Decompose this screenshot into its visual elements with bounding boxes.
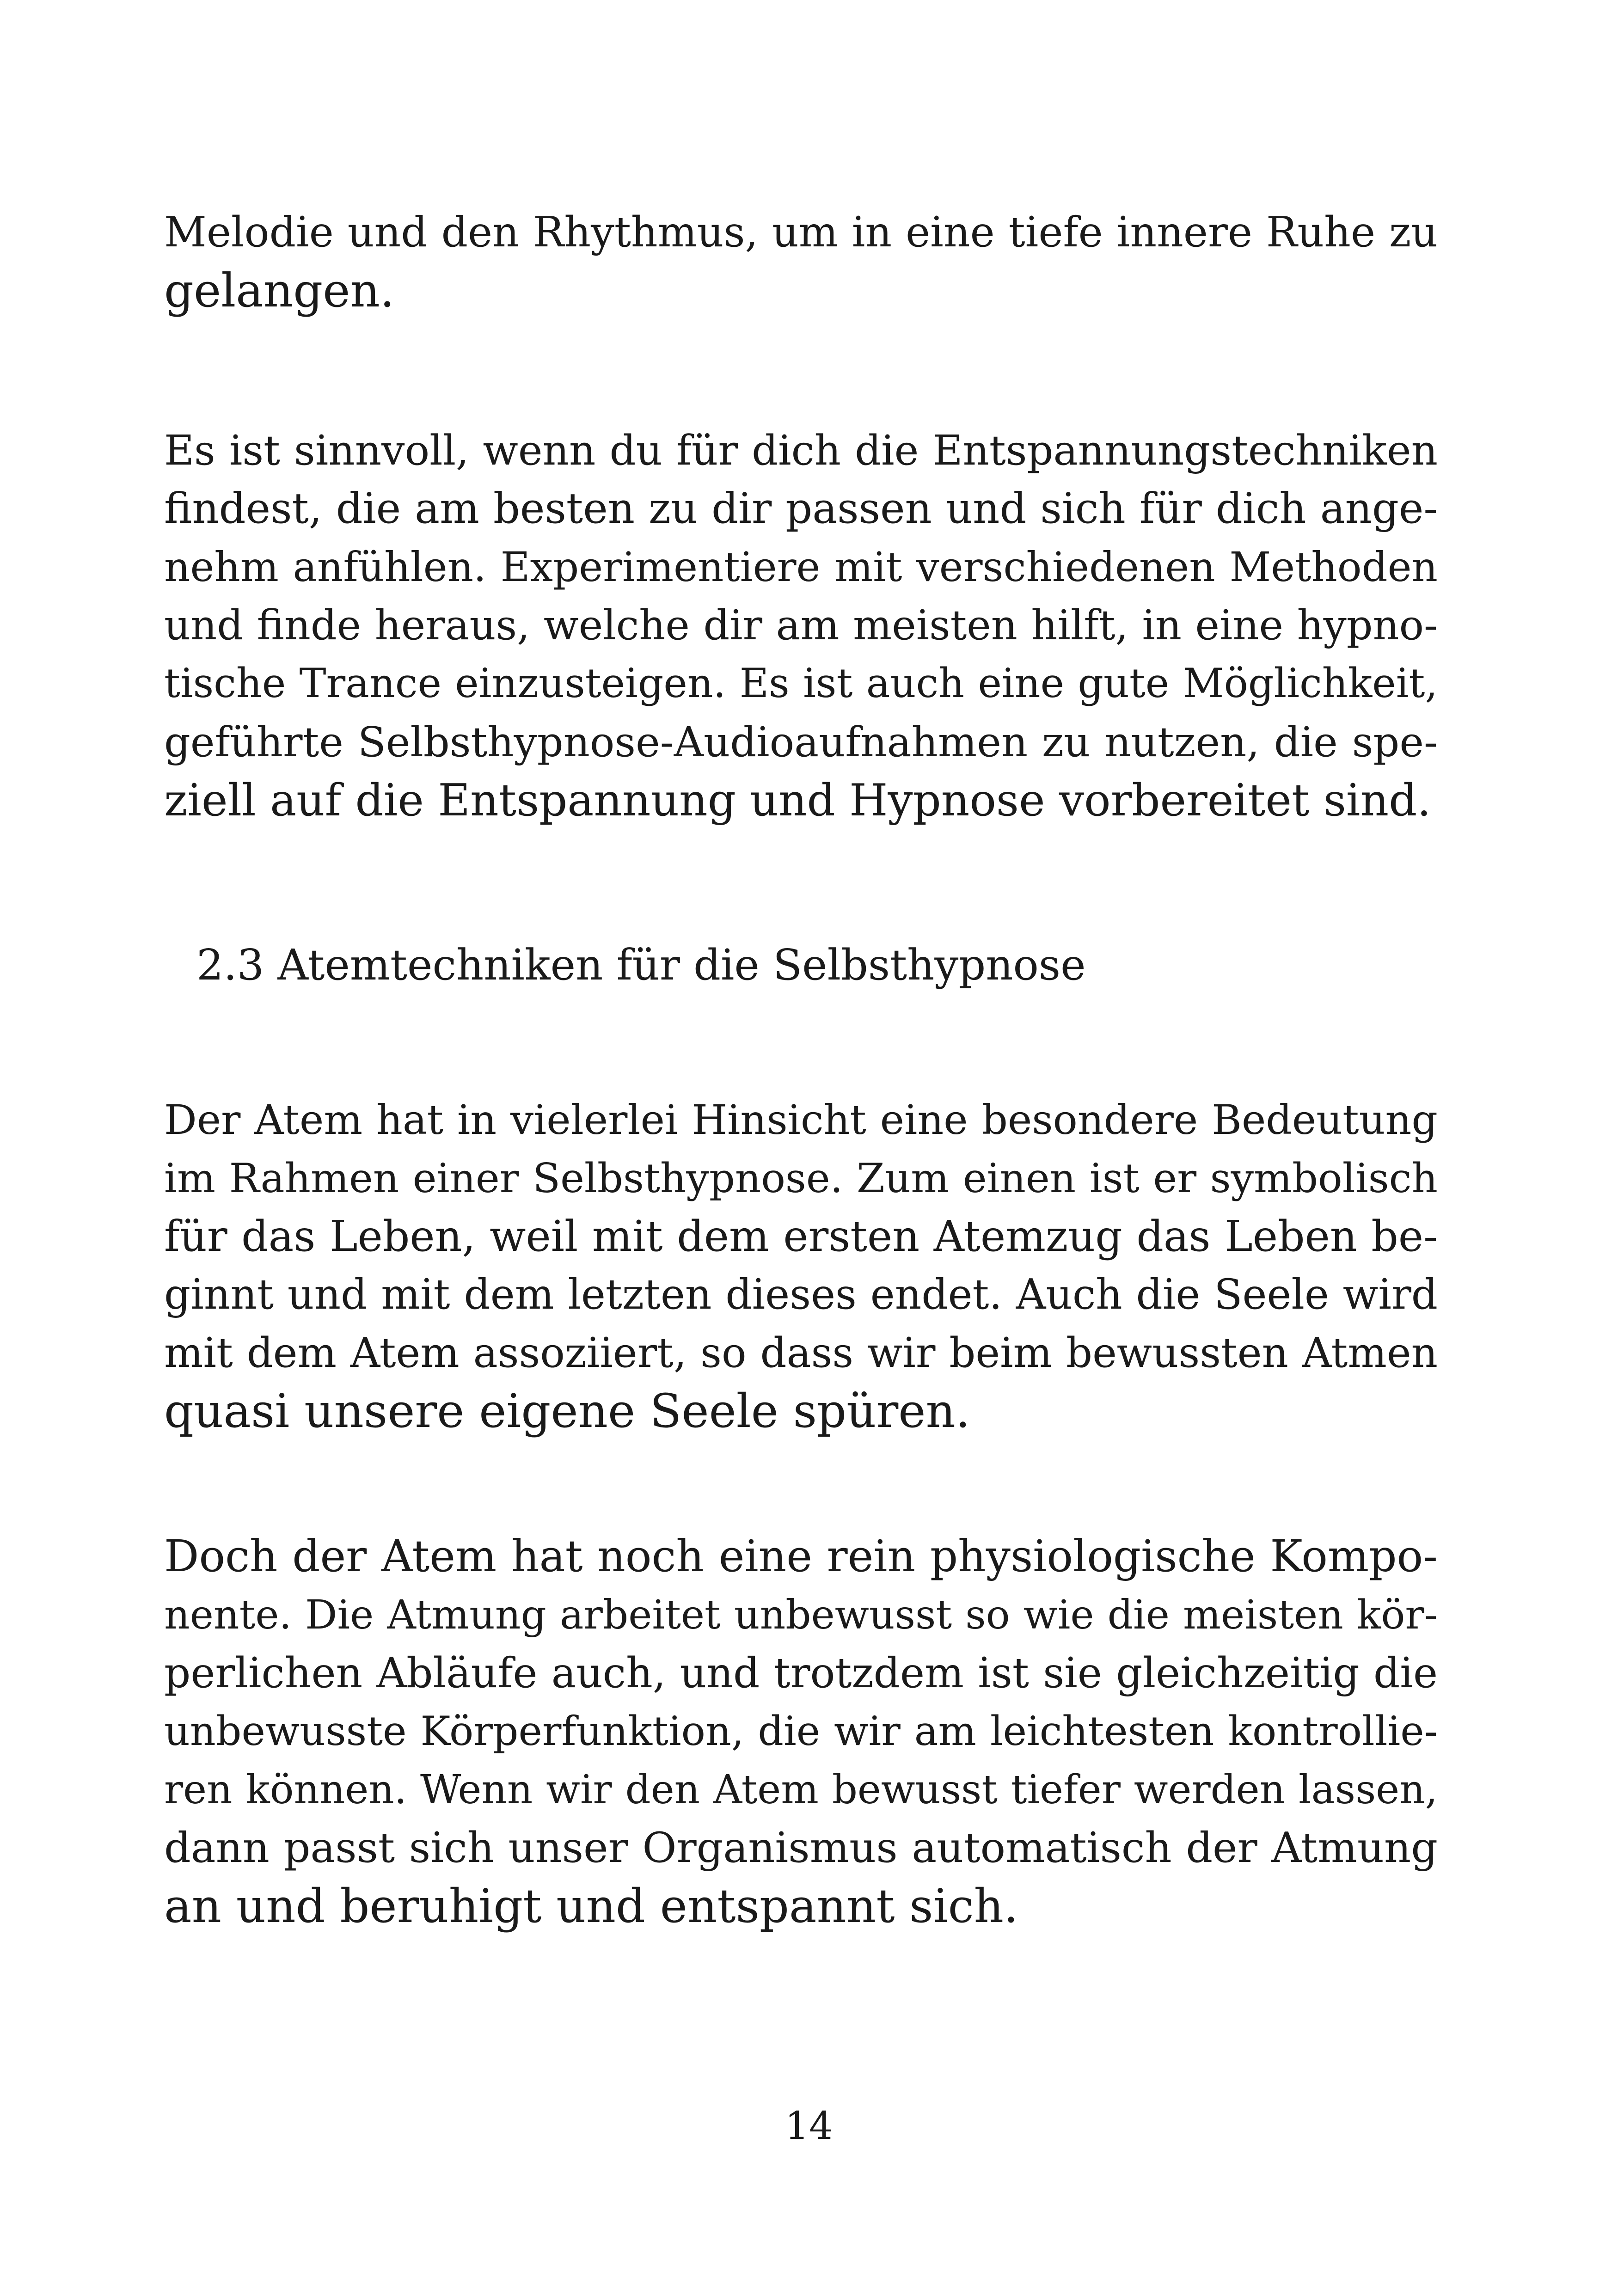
text-line: für das Leben, weil mit dem ersten Atemzug das Leben be- — [164, 1212, 1438, 1261]
text-line: findest, die am besten zu dir passen und sich für dich ange- — [164, 484, 1438, 533]
text-line: Melodie und den Rhythmus, um in eine tiefe innere Ruhe zu — [164, 208, 1438, 257]
text-line: mit dem Atem assoziiert, so dass wir beim bewussten Atmen — [164, 1329, 1438, 1377]
text-line: Der Atem hat in vielerlei Hinsicht eine besondere Bedeutung — [164, 1096, 1438, 1144]
text-line: und finde heraus, welche dir am meisten hilft, in eine hypno- — [164, 601, 1438, 649]
text-line: geführte Selbsthypnose-Audioaufnahmen zu nutzen, die spe- — [164, 718, 1438, 766]
text-line: Es ist sinnvoll, wenn du für dich die Entspannungstechniken — [164, 427, 1438, 475]
paragraph-3 — [164, 1091, 1438, 1440]
text-line: im Rahmen einer Selbsthypnose. Zum einen ist er symbolisch — [164, 1155, 1438, 1202]
paragraph-1 — [164, 203, 1438, 320]
text-line: Doch der Atem hat noch eine rein physiologische Kompo- — [164, 1531, 1438, 1582]
text-line: tische Trance einzusteigen. Es ist auch eine gute Möglichkeit, — [164, 660, 1438, 707]
section-heading: 2.3 Atemtechniken für die Selbsthypnose — [196, 940, 1086, 990]
text-line: nente. Die Atmung arbeitet unbewusst so wie die meisten kör- — [164, 1592, 1438, 1638]
text-line: nehm anfühlen. Experimentiere mit verschiedenen Methoden — [164, 544, 1438, 591]
text-line: ginnt und mit dem letzten dieses endet. Auch die Seele wird — [164, 1271, 1438, 1319]
text-line: an und beruhigt und entspannt sich. — [164, 1879, 1018, 1933]
text-line: dann passt sich unser Organismus automatisch der Atmung — [164, 1824, 1438, 1872]
text-line: quasi unsere eigene Seele spüren. — [164, 1384, 970, 1438]
text-line: unbewusste Körperfunktion, die wir am leichtesten kontrollie- — [164, 1708, 1438, 1755]
text-line: perlichen Abläufe auch, und trotzdem ist sie gleichzeitig die — [164, 1649, 1438, 1697]
paragraph-2 — [164, 422, 1438, 829]
text-line: ren können. Wenn wir den Atem bewusst tiefer werden lassen, — [164, 1767, 1438, 1813]
text-line: ziell auf die Entspannung und Hypnose vorbereitet sind. — [164, 774, 1431, 826]
text-line: gelangen. — [164, 263, 395, 318]
paragraph-4 — [164, 1528, 1438, 1935]
page-number: 14 — [784, 2104, 834, 2148]
